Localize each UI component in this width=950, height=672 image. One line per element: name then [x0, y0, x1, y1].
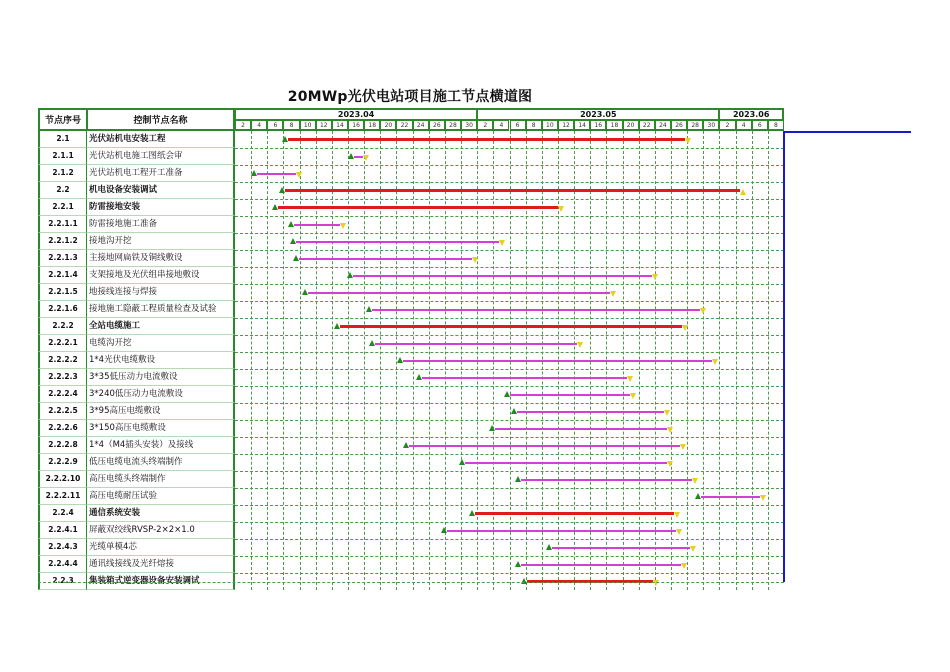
header-name: 控制节点名称	[87, 108, 235, 131]
end-marker-icon	[760, 495, 766, 501]
day-header: 18	[606, 120, 622, 131]
day-header: 16	[348, 120, 364, 131]
month-header: 2023.04	[235, 108, 477, 120]
node-seq: 2.2.2.4	[38, 386, 87, 403]
start-marker-icon	[441, 527, 447, 533]
node-seq: 2.1	[38, 131, 87, 148]
end-marker-icon	[664, 410, 670, 416]
day-header: 4	[493, 120, 509, 131]
end-marker-icon	[676, 529, 682, 535]
end-marker-icon	[499, 240, 505, 246]
day-header: 22	[396, 120, 412, 131]
node-seq: 2.2.1.1	[38, 216, 87, 233]
end-marker-icon	[340, 223, 346, 229]
node-seq: 2.2.2.3	[38, 369, 87, 386]
grid-hline	[235, 267, 784, 268]
node-seq: 2.2.4	[38, 505, 87, 522]
grid-hline	[235, 301, 784, 302]
task-bar	[299, 258, 472, 260]
start-marker-icon	[489, 425, 495, 431]
end-marker-icon	[667, 427, 673, 433]
grid-hline	[235, 216, 784, 217]
node-name: 电缆沟开挖	[87, 335, 235, 352]
day-header: 6	[267, 120, 283, 131]
day-header: 2	[235, 120, 251, 131]
start-marker-icon	[290, 238, 296, 244]
day-header: 6	[752, 120, 768, 131]
grid-hline	[235, 437, 784, 438]
task-bar	[447, 530, 676, 532]
node-seq: 2.2.1.2	[38, 233, 87, 250]
node-seq: 2.1.1	[38, 148, 87, 165]
end-marker-icon	[667, 461, 673, 467]
node-seq: 2.2.2.11	[38, 488, 87, 505]
node-seq: 2.2.1.4	[38, 267, 87, 284]
day-header: 6	[510, 120, 526, 131]
node-name: 光伏站机电安装工程	[87, 131, 235, 148]
node-seq: 2.2.2.6	[38, 420, 87, 437]
day-header: 28	[687, 120, 703, 131]
task-bar	[422, 377, 627, 379]
task-bar	[375, 343, 577, 345]
day-header: 4	[736, 120, 752, 131]
start-marker-icon	[515, 561, 521, 567]
task-bar	[409, 445, 680, 447]
day-header: 26	[671, 120, 687, 131]
end-marker-icon	[577, 342, 583, 348]
end-marker-icon	[685, 138, 691, 144]
grid-hline	[235, 505, 784, 506]
node-name: 防雷接地施工准备	[87, 216, 235, 233]
start-marker-icon	[469, 510, 475, 516]
node-name: 集装箱式逆变器设备安装调试	[87, 573, 235, 590]
start-marker-icon	[293, 255, 299, 261]
end-marker-icon	[558, 206, 564, 212]
chart-title: 20MWp光伏电站项目施工节点横道图	[287, 89, 533, 105]
end-marker-icon	[681, 563, 687, 569]
day-header: 24	[655, 120, 671, 131]
node-name: 光缆单模4芯	[87, 539, 235, 556]
end-marker-icon	[630, 393, 636, 399]
start-marker-icon	[302, 289, 308, 295]
end-marker-icon	[610, 291, 616, 297]
start-marker-icon	[272, 204, 278, 210]
node-seq: 2.2.1.6	[38, 301, 87, 318]
start-marker-icon	[403, 442, 409, 448]
node-name: 3*150高压电缆敷设	[87, 420, 235, 437]
task-bar	[701, 496, 760, 498]
node-name: 3*35低压动力电流敷设	[87, 369, 235, 386]
day-header: 14	[332, 120, 348, 131]
grid-hline	[235, 573, 784, 574]
task-bar	[521, 564, 681, 566]
node-seq: 2.2.4.3	[38, 539, 87, 556]
task-bar	[372, 309, 700, 311]
task-bar	[465, 462, 667, 464]
month-header: 2023.05	[477, 108, 719, 120]
node-seq: 2.2.1	[38, 199, 87, 216]
start-marker-icon	[348, 153, 354, 159]
node-seq: 2.2.4.1	[38, 522, 87, 539]
node-name: 1*4（M4插头安装）及接线	[87, 437, 235, 454]
day-header: 30	[703, 120, 719, 131]
day-header: 28	[445, 120, 461, 131]
day-header: 10	[300, 120, 316, 131]
node-name: 光伏站机电工程开工准备	[87, 165, 235, 182]
node-seq: 2.2.3	[38, 573, 87, 590]
gantt-grid	[235, 131, 784, 590]
grid-hline	[235, 522, 784, 523]
end-marker-icon	[682, 325, 688, 331]
node-name: 全站电缆施工	[87, 318, 235, 335]
node-name: 支架接地及光伏组串接地敷设	[87, 267, 235, 284]
start-marker-icon	[504, 391, 510, 397]
day-header: 16	[590, 120, 606, 131]
node-name: 光伏站机电施工图纸会审	[87, 148, 235, 165]
node-name: 高压电缆耐压试验	[87, 488, 235, 505]
start-marker-icon	[515, 476, 521, 482]
start-marker-icon	[546, 544, 552, 550]
node-seq: 2.2.2.5	[38, 403, 87, 420]
end-marker-icon	[740, 189, 746, 195]
node-name: 主接地网扁铁及铜线敷设	[87, 250, 235, 267]
node-seq: 2.2.2.8	[38, 437, 87, 454]
grid-hline	[235, 488, 784, 489]
end-marker-icon	[690, 546, 696, 552]
node-name: 地接线连接与焊接	[87, 284, 235, 301]
grid-hline	[235, 352, 784, 353]
node-name: 机电设备安装调试	[87, 182, 235, 199]
task-bar	[294, 224, 340, 226]
node-name: 防雷接地安装	[87, 199, 235, 216]
task-bar	[257, 173, 296, 175]
node-seq: 2.1.2	[38, 165, 87, 182]
grid-hline	[235, 250, 784, 251]
print-area-horizontal-line	[783, 131, 911, 133]
day-header: 20	[380, 120, 396, 131]
day-header: 26	[429, 120, 445, 131]
grid-hline	[235, 182, 784, 183]
grid-hline	[235, 471, 784, 472]
grid-hline	[235, 403, 784, 404]
day-header: 12	[316, 120, 332, 131]
start-marker-icon	[369, 340, 375, 346]
start-marker-icon	[459, 459, 465, 465]
day-header: 12	[558, 120, 574, 131]
day-header: 2	[719, 120, 735, 131]
day-header: 14	[574, 120, 590, 131]
end-marker-icon	[674, 512, 680, 518]
day-header: 4	[251, 120, 267, 131]
grid-hline	[235, 369, 784, 370]
node-seq: 2.2.2.9	[38, 454, 87, 471]
end-marker-icon	[680, 444, 686, 450]
grid-hline	[235, 199, 784, 200]
node-name: 接地施工隐蔽工程质量检查及试验	[87, 301, 235, 318]
task-bar	[308, 292, 610, 294]
node-name: 屏蔽双绞线RVSP-2×2×1.0	[87, 522, 235, 539]
summary-bar	[340, 325, 682, 328]
day-header: 18	[364, 120, 380, 131]
grid-hline	[235, 420, 784, 421]
month-header: 2023.06	[719, 108, 784, 120]
node-seq: 2.2.2	[38, 318, 87, 335]
start-marker-icon	[282, 136, 288, 142]
node-seq: 2.2.1.5	[38, 284, 87, 301]
day-header: 8	[283, 120, 299, 131]
start-marker-icon	[397, 357, 403, 363]
end-marker-icon	[692, 478, 698, 484]
start-marker-icon	[416, 374, 422, 380]
end-marker-icon	[296, 172, 302, 178]
summary-bar	[285, 189, 740, 192]
grid-hline	[235, 556, 784, 557]
task-bar	[495, 428, 667, 430]
day-header: 22	[639, 120, 655, 131]
end-marker-icon	[363, 155, 369, 161]
task-bar	[296, 241, 499, 243]
summary-bar	[288, 138, 685, 141]
header-seq: 节点序号	[38, 108, 87, 131]
day-header: 10	[542, 120, 558, 131]
node-seq: 2.2.2.1	[38, 335, 87, 352]
start-marker-icon	[288, 221, 294, 227]
grid-hline	[235, 318, 784, 319]
summary-bar	[475, 512, 674, 515]
node-name: 高压电缆头终端制作	[87, 471, 235, 488]
grid-hline	[235, 284, 784, 285]
task-bar	[517, 411, 664, 413]
node-seq: 2.2.2.10	[38, 471, 87, 488]
start-marker-icon	[695, 493, 701, 499]
start-marker-icon	[251, 170, 257, 176]
start-marker-icon	[347, 272, 353, 278]
day-header: 20	[623, 120, 639, 131]
task-bar	[552, 547, 690, 549]
grid-hline	[235, 539, 784, 540]
day-header: 24	[413, 120, 429, 131]
start-marker-icon	[334, 323, 340, 329]
node-seq: 2.2.2.2	[38, 352, 87, 369]
node-name: 通信系统安装	[87, 505, 235, 522]
end-marker-icon	[712, 359, 718, 365]
grid-hline	[235, 233, 784, 234]
task-bar	[403, 360, 712, 362]
grid-hline	[235, 454, 784, 455]
node-name: 1*4光伏电缆敷设	[87, 352, 235, 369]
node-seq: 2.2	[38, 182, 87, 199]
day-header: 2	[477, 120, 493, 131]
task-bar	[353, 275, 652, 277]
day-header: 8	[768, 120, 784, 131]
start-marker-icon	[366, 306, 372, 312]
table-bottom-border	[38, 582, 784, 583]
day-header: 30	[461, 120, 477, 131]
node-name: 通讯线接线及光纤熔接	[87, 556, 235, 573]
node-name: 3*240低压动力电流敷设	[87, 386, 235, 403]
summary-bar	[278, 206, 558, 209]
grid-hline	[235, 165, 784, 166]
grid-hline	[235, 335, 784, 336]
node-name: 低压电缆电流头终端制作	[87, 454, 235, 471]
day-header: 8	[526, 120, 542, 131]
node-name: 接地沟开挖	[87, 233, 235, 250]
node-seq: 2.2.4.4	[38, 556, 87, 573]
node-seq: 2.2.1.3	[38, 250, 87, 267]
grid-hline	[235, 148, 784, 149]
grid-hline	[235, 386, 784, 387]
end-marker-icon	[472, 257, 478, 263]
end-marker-icon	[652, 274, 658, 280]
start-marker-icon	[279, 187, 285, 193]
end-marker-icon	[627, 376, 633, 382]
node-name: 3*95高压电缆敷设	[87, 403, 235, 420]
start-marker-icon	[511, 408, 517, 414]
task-bar	[510, 394, 630, 396]
task-bar	[521, 479, 692, 481]
print-area-vertical-line	[783, 131, 785, 582]
end-marker-icon	[700, 308, 706, 314]
